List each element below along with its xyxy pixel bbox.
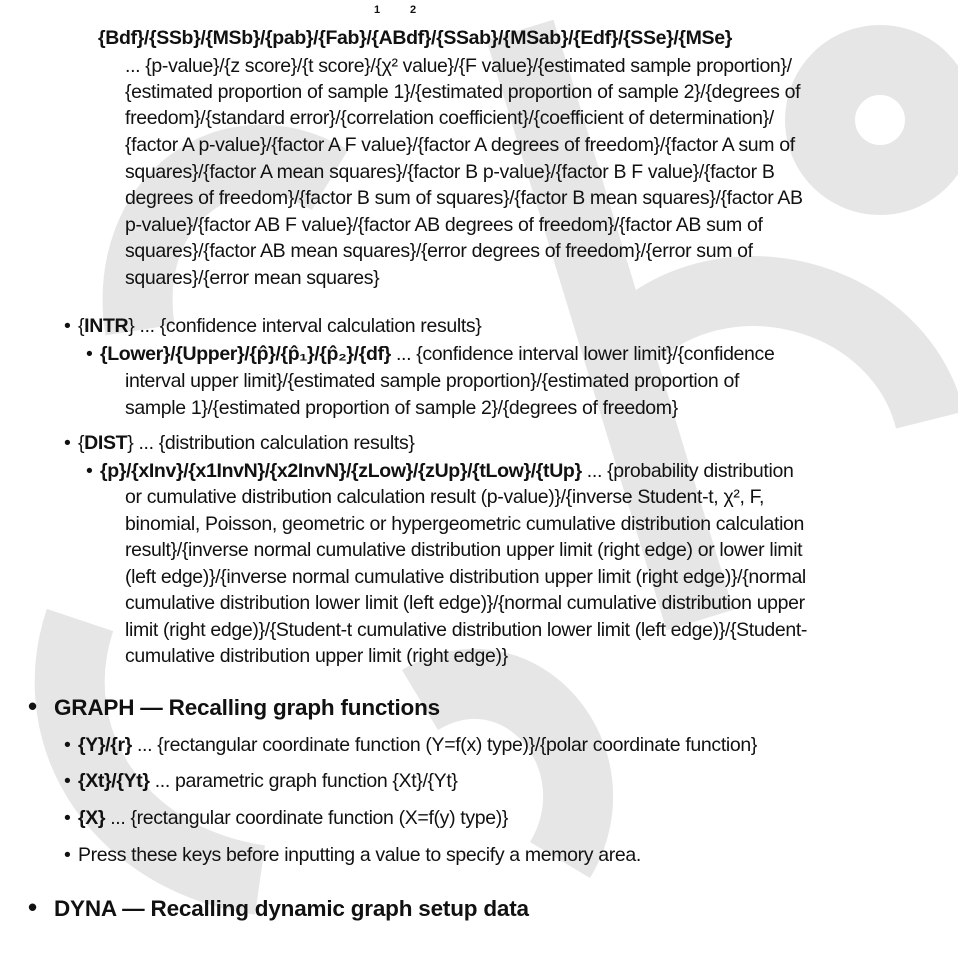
desc-line: or cumulative distribution calculation result (p-value)}/{inverse Student-t, χ², F, xyxy=(125,486,765,508)
desc-line: sample 1}/{estimated proportion of sample 2}/{degrees of freedom} xyxy=(125,397,678,419)
desc-line: freedom}/{standard error}/{correlation coefficient}/{coefficient of determination}/ xyxy=(125,107,774,129)
desc-line: {estimated proportion of sample 1}/{estimated proportion of sample 2}/{degrees of xyxy=(125,81,801,103)
desc-line: ... {confidence interval lower limit}/{confidence xyxy=(390,343,775,365)
graph-item-desc: ... parametric graph function {Xt}/{Yt} xyxy=(149,770,458,792)
top-keys: {Bdf}/{SSb}/{MSb}/{pab}/{Fab}/{ABdf}/{SSab}/{MSab}/{Edf}/{SSe}/{MSe} xyxy=(98,27,732,49)
graph-item-keys: {X} xyxy=(78,807,106,829)
graph-heading-text: GRAPH — Recalling graph functions xyxy=(54,695,440,720)
desc-line: cumulative distribution lower limit (left edge)}/{normal cumulative distribution upper xyxy=(125,592,805,614)
dist-sub-item: • {p}/{xInv}/{x1InvN}/{x2InvN}/{zLow}/{zUp}/{tLow}/{tUp} ... {probability distribution xyxy=(86,460,794,482)
intr-key: INTR xyxy=(84,315,129,337)
intr-sub-keys: {Lower}/{Upper}/{p̂}/{p̂₁}/{p̂₂}/{df} xyxy=(100,343,391,365)
dyna-heading: • DYNA — Recalling dynamic graph setup data xyxy=(28,892,529,922)
superscript-2: 2 xyxy=(410,4,417,16)
dist-sub-keys: {p}/{xInv}/{x1InvN}/{x2InvN}/{zLow}/{zUp}/{tLow}/{tUp} xyxy=(100,460,582,482)
graph-item: • {Y}/{r} ... {rectangular coordinate function (Y=f(x) type)}/{polar coordinate function} xyxy=(64,734,758,756)
intr-desc: ... {confidence interval calculation results} xyxy=(139,315,482,337)
desc-line: limit (right edge)}/{Student-t cumulative distribution lower limit (left edge)}/{Student- xyxy=(125,619,808,641)
desc-line: squares}/{factor AB mean squares}/{error degrees of freedom}/{error sum of xyxy=(125,240,753,262)
desc-line: cumulative distribution upper limit (right edge)} xyxy=(125,645,508,667)
dist-item: • {DIST} ... {distribution calculation results} xyxy=(64,432,415,454)
graph-heading: • GRAPH — Recalling graph functions xyxy=(28,691,440,721)
intr-sub-item: • {Lower}/{Upper}/{p̂}/{p̂₁}/{p̂₂}/{df} ... {confidence interval lower limit}/{confidence xyxy=(86,343,775,365)
graph-item: • Press these keys before inputting a value to specify a memory area. xyxy=(64,844,641,866)
desc-line: interval upper limit}/{estimated sample proportion}/{estimated proportion of xyxy=(125,370,740,392)
desc-line: squares}/{factor A mean squares}/{factor B p-value}/{factor B F value}/{factor B xyxy=(125,161,775,183)
desc-line: degrees of freedom}/{factor B sum of squares}/{factor B mean squares}/{factor AB xyxy=(125,187,803,209)
dyna-heading-text: DYNA — Recalling dynamic graph setup data xyxy=(54,896,529,921)
superscript-1: 1 xyxy=(374,4,381,16)
graph-item-desc: ... {rectangular coordinate function (X=f(y) type)} xyxy=(105,807,509,829)
desc-line: binomial, Poisson, geometric or hypergeometric cumulative distribution calculation xyxy=(125,513,805,535)
desc-line: p-value}/{factor AB F value}/{factor AB degrees of freedom}/{factor AB sum of xyxy=(125,214,763,236)
graph-item: • {Xt}/{Yt} ... parametric graph function {Xt}/{Yt} xyxy=(64,770,458,792)
dist-key: DIST xyxy=(84,432,128,454)
graph-item: • {X} ... {rectangular coordinate function (X=f(y) type)} xyxy=(64,807,509,829)
graph-item-keys: {Xt}/{Yt} xyxy=(78,770,150,792)
dist-desc: ... {distribution calculation results} xyxy=(138,432,415,454)
desc-line: result}/{inverse normal cumulative distribution upper limit (right edge) or lower limit xyxy=(125,539,803,561)
desc-line: ... {p-value}/{z score}/{t score}/{χ² value}/{F value}/{estimated sample proportion}/ xyxy=(125,55,792,77)
intr-item: • {INTR} ... {confidence interval calculation results} xyxy=(64,315,482,337)
desc-line: ... {probability distribution xyxy=(581,460,794,482)
graph-item-desc: Press these keys before inputting a value to specify a memory area. xyxy=(78,844,641,866)
desc-line: {factor A p-value}/{factor A F value}/{factor A degrees of freedom}/{factor A sum of xyxy=(125,134,795,156)
desc-line: squares}/{error mean squares} xyxy=(125,267,380,289)
graph-item-keys: {Y}/{r} xyxy=(78,734,132,756)
graph-item-desc: ... {rectangular coordinate function (Y=f(x) type)}/{polar coordinate function} xyxy=(131,734,758,756)
desc-line: (left edge)}/{inverse normal cumulative distribution upper limit (right edge)}/{normal xyxy=(125,566,806,588)
